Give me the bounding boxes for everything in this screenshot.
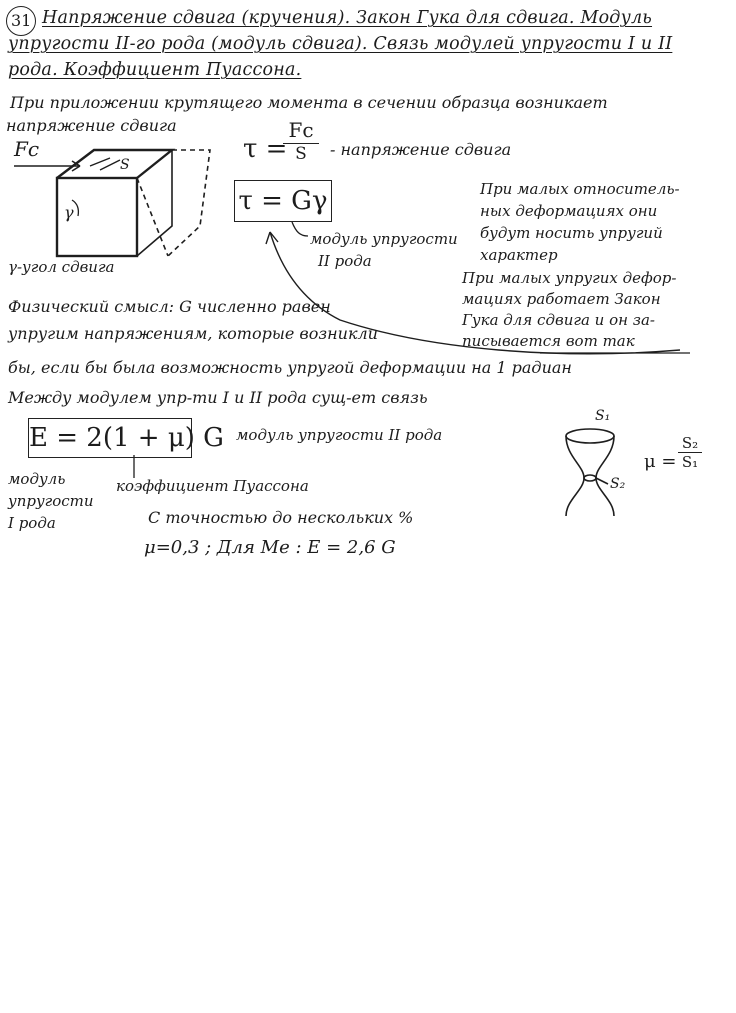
header-line-3: рода. Коэффициент Пуассона. (8, 60, 302, 80)
poisson-lhs: μ = (644, 451, 677, 472)
physical-meaning-line-1: Физический смысл: G численно равен (8, 297, 331, 316)
modulus-I-label (8, 468, 94, 534)
header-line-1: Напряжение сдвига (кручения). Закон Гука для сдвига. Модуль (42, 8, 653, 28)
right-note-1-line-1: При малых относитель- (480, 180, 680, 198)
cube-icon (14, 150, 210, 256)
poisson-coef-label: коэффициент Пуассона (116, 477, 309, 495)
physical-meaning-line-3: бы, если бы была возможность упругой деформации на 1 радиан (8, 358, 572, 377)
cube-caption: γ-угол сдвига (8, 258, 115, 276)
modulus-I-line-1: модуль (8, 470, 66, 488)
right-note-1-line-2: ных деформациях они (480, 202, 658, 220)
right-note-2-line-1: При малых упругих дефор- (462, 269, 677, 287)
right-note-1-line-3: будут носить упругий (480, 224, 663, 242)
relation-desc: модуль упругости II рода (236, 426, 443, 444)
poisson-den: S₁ (681, 453, 699, 471)
right-note-2-line-2: мациях работает Закон (462, 290, 661, 308)
shear-stress-lhs: τ = (243, 134, 288, 164)
force-label: Fc (14, 137, 40, 161)
shear-stress-fraction (283, 118, 319, 164)
specimen-icon (566, 429, 614, 516)
hooke-desc-1: модуль упругости (310, 230, 458, 248)
accuracy-line-2: μ=0,3 ; Для Me : E = 2,6 G (144, 537, 396, 558)
poisson-fraction (678, 434, 702, 471)
hooke-law-formula: τ = Gγ (234, 180, 332, 222)
right-note-2 (462, 268, 676, 352)
poisson-num: S₂ (681, 434, 699, 452)
header-line-2: упругости II-го рода (модуль сдвига). Связь модулей упругости I и II (8, 34, 673, 54)
right-note-1-line-4: характер (480, 246, 558, 264)
question-number: 31 (11, 11, 32, 30)
shear-stress-den: S (295, 144, 307, 164)
right-note-2-line-3: Гука для сдвига и он за- (462, 311, 655, 329)
shear-stress-num: Fc (288, 118, 314, 142)
right-note-1 (480, 178, 680, 266)
modulus-I-line-2: упругости (8, 492, 94, 510)
cube-s-label: S (120, 157, 130, 173)
cube-gamma-label: γ (64, 203, 74, 222)
relation-formula: E = 2(1 + μ) G (28, 418, 192, 458)
shear-stress-desc: - напряжение сдвига (330, 140, 512, 159)
accuracy-line-1: С точностью до нескольких % (148, 508, 414, 527)
right-note-2-line-4: писывается вот так (462, 332, 635, 350)
specimen-s1: S₁ (595, 408, 611, 424)
modulus-arrow-icon (292, 222, 308, 236)
modulus-I-line-3: I рода (8, 514, 56, 532)
hooke-desc-2: II рода (318, 252, 372, 270)
specimen-s2: S₂ (610, 476, 626, 492)
intro-line-2: напряжение сдвига (6, 116, 177, 135)
intro-line-1: При приложении крутящего момента в сечении образца возникает (10, 93, 608, 112)
physical-meaning-line-2: упругим напряжениям, которые возникли (8, 324, 378, 343)
relation-intro: Между модулем упр-ти I и II рода сущ-ет связь (8, 388, 428, 407)
